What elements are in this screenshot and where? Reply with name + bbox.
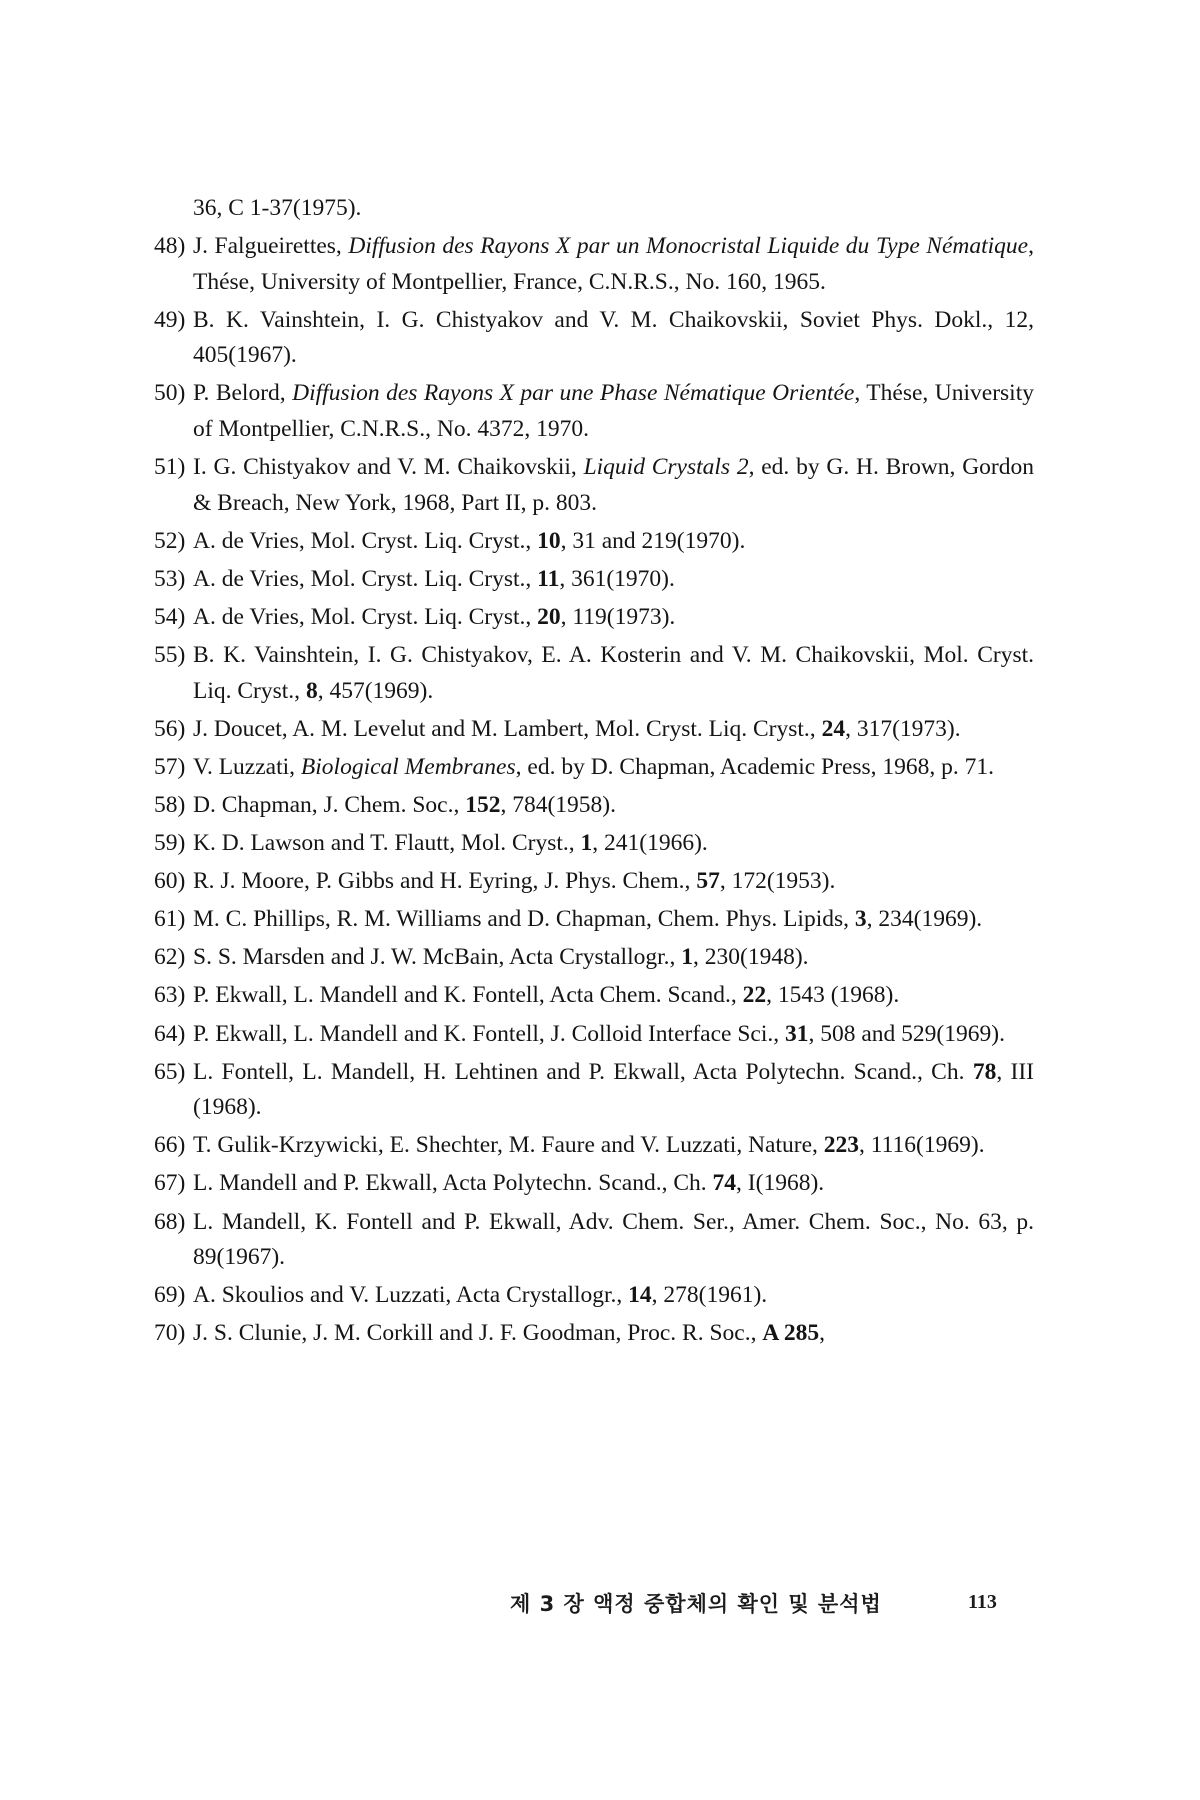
reference-text-run: , 317(1973). [845,715,961,742]
reference-volume: 31 [784,1020,809,1047]
reference-number: 68) [154,1208,186,1235]
reference-title: Biological Membranes [300,753,516,780]
reference-text-run: , 361(1970). [559,565,675,592]
reference-number: 60) [154,868,186,895]
reference-text-run: , 119(1973). [560,604,676,631]
reference-volume: 78 [972,1058,997,1085]
reference-text-run: S. S. Marsden and J. W. McBain, Acta Crystallogr., [193,944,682,971]
reference-item [154,638,1034,709]
reference-text [193,906,982,932]
reference-item [154,750,1034,786]
reference-text-run: , ed. by G. H. Brown, Gordon & Breach, New York, 1968, Part II, p. 803. [193,454,1035,516]
reference-list [154,191,1035,1354]
reference-volume: 3 [854,906,867,933]
reference-text-run: V. Luzzati, [193,753,301,780]
reference-text [193,604,675,630]
reference-number: 64) [154,1020,186,1047]
reference-text [193,868,835,894]
reference-text [193,1170,824,1196]
reference-text-run: , 241(1966). [592,830,708,857]
reference-text-run: I. G. Chistyakov and V. M. Chaikovskii, [193,454,584,481]
reference-text [193,1282,767,1308]
reference-item [154,524,1034,560]
reference-text-run: A. Skoulios and V. Luzzati, Acta Crystallogr., [193,1282,629,1309]
reference-item [154,600,1034,636]
reference-item [154,303,1034,374]
reference-item [154,1166,1034,1202]
reference-number: 50) [154,380,186,407]
reference-number: 56) [154,715,186,742]
reference-text-run: , 1543 (1968). [766,982,900,1009]
reference-item [154,450,1035,521]
reference-text-run: , [819,1320,826,1347]
reference-text-run: A. de Vries, Mol. Cryst. Liq. Cryst., [193,565,538,592]
reference-text-run: , Thése, University of Montpellier, France, C.N.R.S., No. 160, 1965. [193,233,1034,295]
reference-number: 55) [154,642,186,669]
reference-volume: 57 [696,868,720,895]
reference-text-run: L. Mandell, K. Fontell and P. Ekwall, Adv. Chem. Ser., Amer. Chem. Soc., No. 63, p. 89(1967). [193,1208,1034,1271]
reference-text-run: D. Chapman, J. Chem. Soc., [193,792,466,818]
reference-text [193,1209,1034,1271]
reference-text [193,566,675,592]
reference-text-run: J. S. Clunie, J. M. Corkill and J. F. Goodman, Proc. R. Soc., [193,1320,763,1347]
reference-item [154,1128,1034,1164]
reference-text-run: , 172(1953). [719,868,836,895]
reference-volume: A 285 [762,1320,820,1347]
reference-text [193,1059,1034,1121]
reference-item [154,788,1034,824]
reference-volume: 10 [537,527,561,554]
reference-text-run: L. Fontell, L. Mandell, H. Lehtinen and P. Ekwall, Acta Polytechn. Scand., Ch. [193,1058,973,1085]
reference-number: 54) [154,604,186,631]
reference-text-run: B. K. Vainshtein, I. G. Chistyakov and V. M. Chaikovskii, Soviet Phys. Dokl., 12, 405(1967). [193,306,1034,369]
reference-text-run: , I(1968). [736,1170,825,1197]
reference-volume: 24 [821,715,846,742]
reference-text-run: J. Doucet, A. M. Levelut and M. Lambert, Mol. Cryst. Liq. Cryst., [193,715,822,742]
reference-text-run: , 278(1961). [651,1282,768,1309]
reference-volume: 1 [681,944,694,971]
reference-text [193,944,809,970]
reference-text-run: , 230(1948). [693,944,809,971]
reference-number: 48) [154,233,186,260]
reference-text-run: A. de Vries, Mol. Cryst. Liq. Cryst., [193,527,538,554]
reference-volume: 14 [628,1282,652,1309]
reference-text [193,754,994,780]
reference-title: Liquid Crystals 2 [583,454,749,481]
reference-number: 59) [154,830,186,857]
reference-title: Diffusion des Rayons X par une Phase Nématique Orientée [292,380,855,407]
reference-item [154,826,1034,862]
reference-title: Diffusion des Rayons X par un Monocristal Liquide du Type Nématique [348,233,1029,260]
reference-item [154,1205,1034,1276]
reference-text-run: , 784(1958). [500,792,616,818]
reference-volume: 74 [712,1170,737,1197]
reference-item [154,1055,1034,1126]
reference-text-run: B. K. Vainshtein, I. G. Chistyakov, E. A. Kosterin and V. M. Chaikovskii, Mol. Cryst. Liq. Cryst., [193,642,1034,704]
reference-text-run: P. Belord, [193,380,293,407]
reference-item [154,902,1034,938]
reference-number: 62) [154,944,186,971]
reference-text-run: L. Mandell and P. Ekwall, Acta Polytechn. Scand., Ch. [193,1170,713,1197]
reference-number: 49) [154,306,186,333]
page-footer [0,1584,1200,1624]
reference-number: 70) [154,1320,186,1347]
reference-item [154,562,1034,598]
reference-text-run: , III (1968). [193,1058,1034,1121]
reference-item [154,1278,1034,1314]
reference-text [193,1132,985,1158]
reference-text-run: , 31 and 219(1970). [560,527,746,554]
reference-text-run: , Thése, University of Montpellier, C.N.R.S., No. 4372, 1970. [193,380,1034,443]
reference-text [193,307,1034,369]
reference-text-run: T. Gulik-Krzywicki, E. Shechter, M. Faure and V. Luzzati, Nature, [193,1132,824,1159]
reference-text [193,1320,825,1346]
reference-text-run: , 1116(1969). [859,1132,985,1159]
reference-number: 51) [154,454,186,481]
reference-text-run: , 234(1969). [866,906,983,933]
reference-text [193,982,899,1008]
reference-text-run: R. J. Moore, P. Gibbs and H. Eyring, J. Phys. Chem., [193,868,697,895]
reference-item [154,978,1034,1014]
reference-item [154,1017,1034,1053]
reference-text-run: 36, C 1-37(1975). [193,195,362,221]
chapter-title: 제 3 장 액정 중합체의 확인 및 분석법 [510,1592,882,1616]
reference-text [193,380,1034,442]
reference-text-run: K. D. Lawson and T. Flautt, Mol. Cryst., [193,830,581,857]
reference-number: 53) [154,565,186,592]
reference-text [193,1021,1005,1047]
reference-number: 66) [154,1132,186,1159]
reference-text-run: , ed. by D. Chapman, Academic Press, 1968, p. 71. [515,753,995,780]
reference-item [154,1316,1034,1352]
reference-volume: 223 [823,1132,860,1159]
reference-text-run: J. Falgueirettes, [193,233,349,260]
reference-item [154,864,1034,900]
reference-text [193,528,745,554]
reference-text-run: , 508 and 529(1969). [808,1020,1005,1047]
reference-item [162,191,1034,227]
reference-text-run: P. Ekwall, L. Mandell and K. Fontell, Acta Chem. Scand., [193,982,743,1009]
reference-text-run: , 457(1969). [317,677,434,704]
reference-text [193,233,1034,295]
reference-volume: 152 [465,792,501,818]
reference-volume: 11 [537,565,560,592]
reference-text [193,195,361,221]
reference-text [193,716,961,742]
reference-number: 61) [154,906,186,933]
reference-text [193,454,1034,516]
reference-item [154,712,1034,748]
reference-item [154,229,1034,300]
reference-number: 58) [154,792,186,818]
reference-text [193,642,1034,704]
reference-text-run: M. C. Phillips, R. M. Williams and D. Chapman, Chem. Phys. Lipids, [193,906,855,933]
reference-number: 65) [154,1058,186,1085]
reference-number: 52) [154,527,186,554]
reference-volume: 1 [580,830,593,857]
reference-text-run: A. de Vries, Mol. Cryst. Liq. Cryst., [193,604,538,631]
reference-volume: 20 [537,604,561,631]
reference-volume: 8 [305,677,318,704]
reference-text [193,792,616,818]
reference-number: 69) [154,1282,186,1309]
reference-volume: 22 [742,982,767,1009]
reference-number: 57) [154,753,186,780]
reference-number: 63) [154,982,186,1009]
reference-item [154,376,1034,447]
reference-text [193,830,708,856]
reference-item [154,940,1034,976]
reference-text-run: P. Ekwall, L. Mandell and K. Fontell, J. Colloid Interface Sci., [193,1020,785,1047]
page-number: 113 [968,1591,997,1613]
reference-number: 67) [154,1170,186,1197]
